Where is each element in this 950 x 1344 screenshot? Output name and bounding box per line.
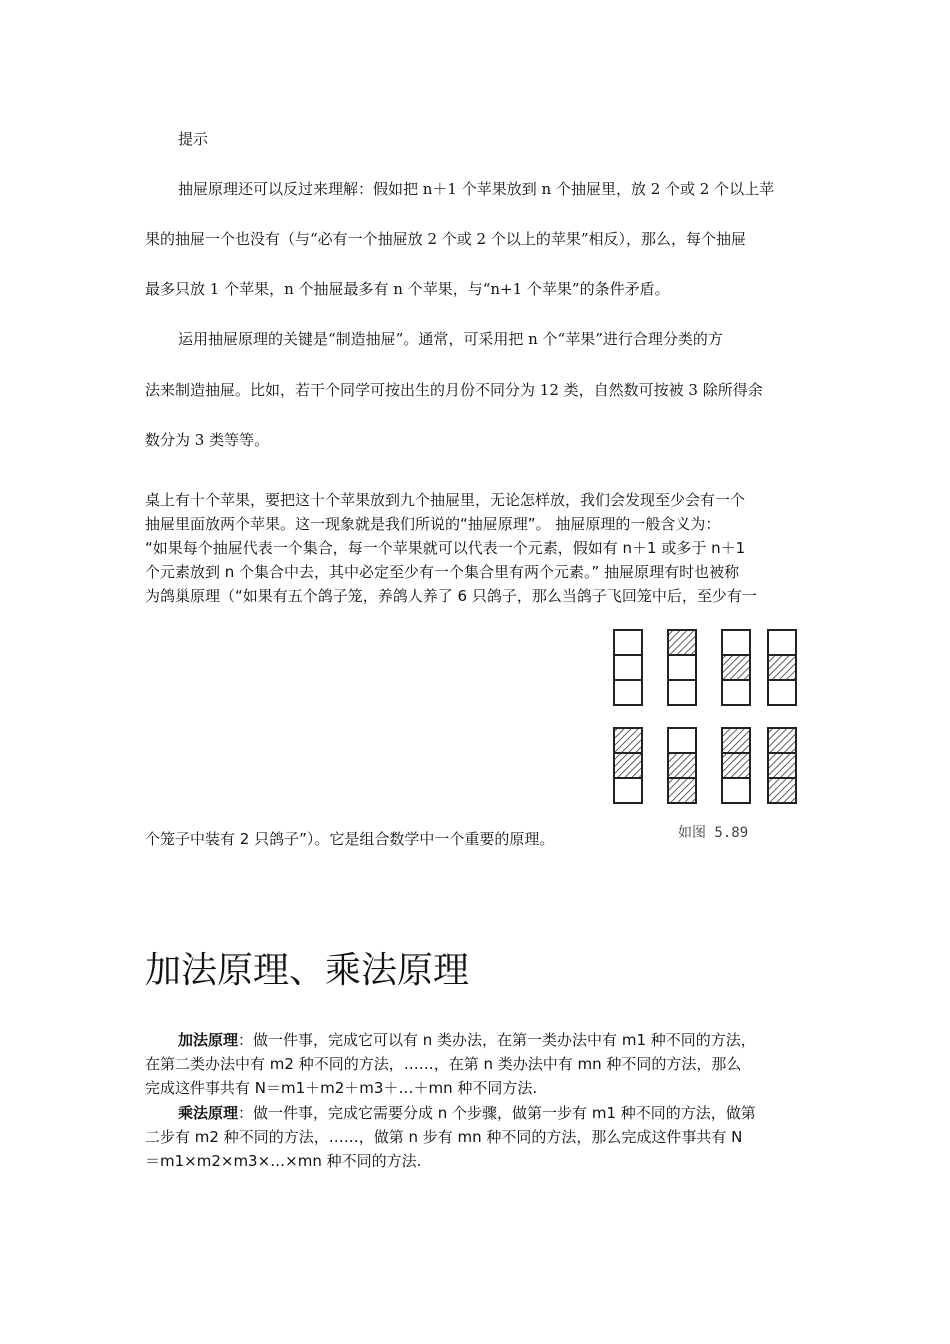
- hint-title: 提示: [178, 130, 209, 148]
- hint-para1-line1: 抽屉原理还可以反过来理解：假如把 n＋1 个苹果放到 n 个抽屉里，放 2 个或 2 个以上苹: [178, 180, 775, 198]
- figure-caption: 如图 5.89: [678, 825, 749, 841]
- addition-principle-line: 在第二类办法中有 m2 种不同的方法，……，在第 n 类办法中有 mn 种不同的方法，那么: [145, 1055, 742, 1073]
- hint-para1-line3: 最多只放 1 个苹果，n 个抽屉最多有 n 个苹果，与“n+1 个苹果”的条件矛盾。: [145, 280, 670, 298]
- cage-cell-with-pigeon: [668, 753, 696, 778]
- pigeonhole-line: 抽屉里面放两个苹果。这一现象就是我们所说的“抽屉原理”。 抽屉原理的一般含义为：: [145, 515, 721, 533]
- hint-para2-line3: 数分为 3 类等等。: [145, 431, 270, 449]
- pigeonhole-line: 桌上有十个苹果，要把这十个苹果放到九个抽屉里，无论怎样放，我们会发现至少会有一个: [145, 491, 746, 509]
- hint-para2-line2: 法来制造抽屉。比如，若干个同学可按出生的月份不同分为 12 类，自然数可按被 3 除所得余: [145, 381, 763, 399]
- cage-cell-empty: [614, 778, 642, 803]
- cage-cell-empty: [668, 680, 696, 705]
- addition-principle-text: ：做一件事，完成它可以有 n 类办法，在第一类办法中有 m1 种不同的方法，: [238, 1031, 756, 1049]
- multiplication-principle-text: ：做一件事，完成它需要分成 n 个步骤，做第一步有 m1 种不同的方法，做第: [238, 1104, 756, 1122]
- multiplication-principle-line: ＝m1×m2×m3×…×mn 种不同的方法.: [145, 1152, 422, 1170]
- pigeonhole-line: 个元素放到 n 个集合中去，其中必定至少有一个集合里有两个元素。” 抽屉原理有时也被称: [145, 563, 740, 581]
- cage-cell-with-pigeon: [768, 728, 796, 753]
- cage-cell-empty: [614, 680, 642, 705]
- cage-cell-empty: [768, 680, 796, 705]
- cage-cell-empty: [668, 728, 696, 753]
- cage-cell-with-pigeon: [768, 778, 796, 803]
- cage-cell-with-pigeon: [722, 728, 750, 753]
- addition-principle-paragraph: [145, 1028, 810, 1100]
- pigeonhole-paragraph: [145, 488, 810, 608]
- hint-para1-line2: 果的抽屉一个也没有（与“必有一个抽屉放 2 个或 2 个以上的苹果”相反），那么，每个抽屉: [145, 230, 747, 248]
- addition-principle-line: 完成这件事共有 N＝m1＋m2＋m3＋…＋mn 种不同方法.: [145, 1079, 538, 1097]
- cage-cell-empty: [668, 655, 696, 680]
- cage-cell-empty: [722, 630, 750, 655]
- addition-principle-label: 加法原理: [178, 1031, 239, 1049]
- multiplication-principle-paragraph: [145, 1101, 810, 1173]
- cage-cell-with-pigeon: [668, 630, 696, 655]
- cage-cell-with-pigeon: [722, 753, 750, 778]
- cage-cell-with-pigeon: [768, 655, 796, 680]
- cage-cell-with-pigeon: [668, 778, 696, 803]
- multiplication-principle-line: 二步有 m2 种不同的方法，……，做第 n 步有 mn 种不同的方法，那么完成这件事共有 N: [145, 1128, 743, 1146]
- cage-cell-with-pigeon: [768, 753, 796, 778]
- pigeon-cage-figure: [610, 622, 810, 844]
- cage-cell-empty: [614, 655, 642, 680]
- pigeonhole-line-last: 个笼子中装有 2 只鸽子”）。它是组合数学中一个重要的原理。: [145, 830, 555, 848]
- cage-cell-with-pigeon: [722, 655, 750, 680]
- pigeonhole-line: 为鸽巢原理（“如果有五个鸽子笼，养鸽人养了 6 只鸽子，那么当鸽子飞回笼中后，至少有一: [145, 587, 757, 605]
- hint-para2-line1: 运用抽屉原理的关键是“制造抽屉”。通常，可采用把 n 个“苹果”进行合理分类的方: [178, 330, 723, 348]
- cage-cell-with-pigeon: [614, 753, 642, 778]
- cage-cell-empty: [722, 680, 750, 705]
- cage-cell-empty: [614, 630, 642, 655]
- cage-cell-with-pigeon: [614, 728, 642, 753]
- cage-cell-empty: [722, 778, 750, 803]
- cage-cell-empty: [768, 630, 796, 655]
- pigeonhole-line: “如果每个抽屉代表一个集合，每一个苹果就可以代表一个元素，假如有 n＋1 或多于 n＋1: [145, 539, 746, 557]
- section-heading: 加法原理、乘法原理: [145, 950, 470, 991]
- multiplication-principle-label: 乘法原理: [178, 1104, 239, 1122]
